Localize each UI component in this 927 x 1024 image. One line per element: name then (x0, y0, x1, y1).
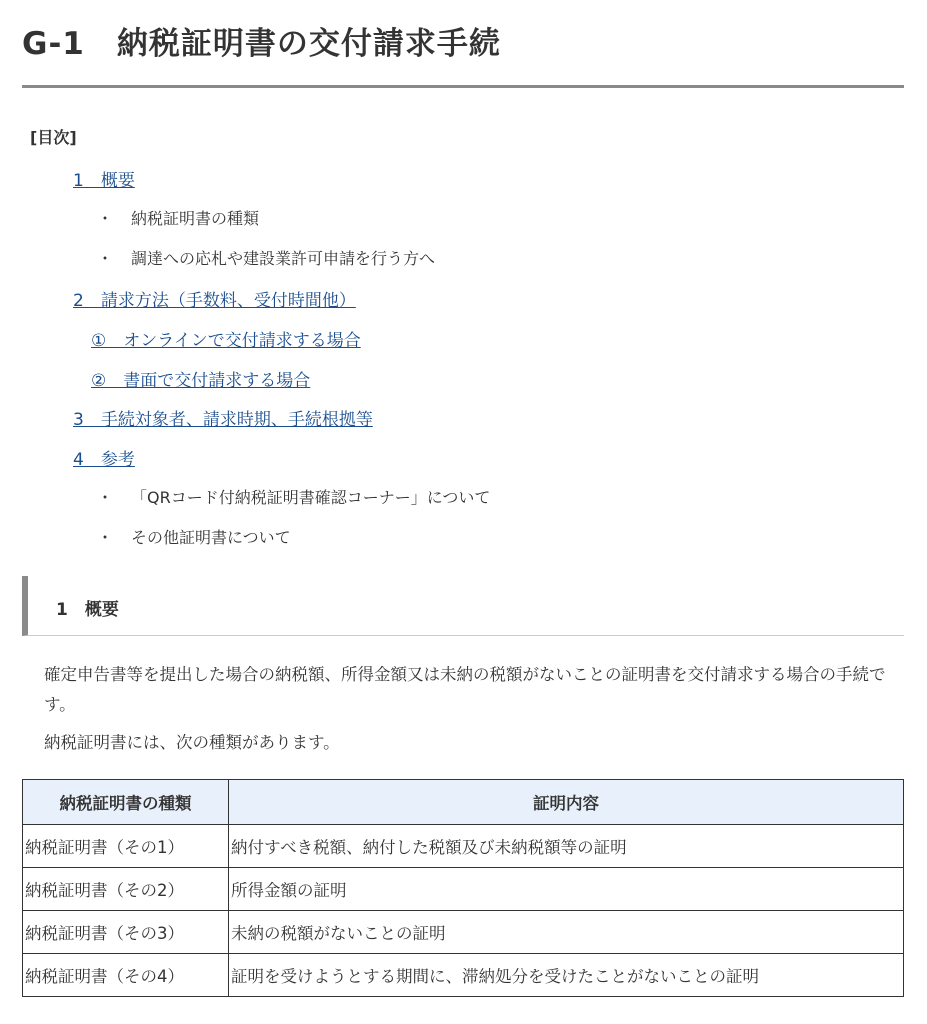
toc-bullet-item: ・ 調達への応札や建設業許可申請を行う方へ (97, 249, 436, 268)
toc-link-applicants[interactable]: 3 手続対象者、請求時期、手続根拠等 (73, 410, 373, 430)
table-row (23, 868, 904, 911)
toc-link-overview[interactable]: 1 概要 (73, 171, 135, 191)
table-row (23, 954, 904, 997)
section-heading-label: 1 概要 (56, 600, 119, 620)
toc-heading: [目次] (30, 128, 77, 147)
table-cell: 納税証明書（その1） (23, 825, 229, 868)
table-row (23, 911, 904, 954)
certificate-types-table (22, 779, 904, 997)
table-row (23, 825, 904, 868)
toc-bullet-item: ・ その他証明書について (97, 528, 291, 547)
table-cell: 納付すべき税額、納付した税額及び未納税額等の証明 (229, 825, 904, 868)
table-header-row (23, 780, 904, 825)
page-title: G-1 納税証明書の交付請求手続 (22, 26, 501, 62)
table-header-cell: 納税証明書の種類 (23, 780, 229, 825)
toc-bullet-item: ・ 納税証明書の種類 (97, 209, 260, 228)
title-divider (22, 85, 904, 88)
table-cell: 納税証明書（その3） (23, 911, 229, 954)
overview-paragraph: 確定申告書等を提出した場合の納税額、所得金額又は未納の税額がないことの証明書を交付請求する場合の手続です。 (44, 665, 886, 714)
section-heading (22, 576, 904, 636)
table-cell: 未納の税額がないことの証明 (229, 911, 904, 954)
table-cell: 納税証明書（その2） (23, 868, 229, 911)
toc-bullet-item: ・ 「QRコード付納税証明書確認コーナー」について (97, 488, 491, 507)
toc-link-request-method[interactable]: 2 請求方法（手数料、受付時間他） (73, 291, 356, 311)
types-intro-paragraph: 納税証明書には、次の種類があります。 (44, 733, 340, 752)
toc-link-paper-request[interactable]: ② 書面で交付請求する場合 (91, 371, 311, 391)
table-cell: 所得金額の証明 (229, 868, 904, 911)
table-header-cell: 証明内容 (229, 780, 904, 825)
toc-link-online-request[interactable]: ① オンラインで交付請求する場合 (91, 331, 361, 351)
toc-link-reference[interactable]: 4 参考 (73, 450, 135, 470)
table-cell: 納税証明書（その4） (23, 954, 229, 997)
table-cell: 証明を受けようとする期間に、滞納処分を受けたことがないことの証明 (229, 954, 904, 997)
